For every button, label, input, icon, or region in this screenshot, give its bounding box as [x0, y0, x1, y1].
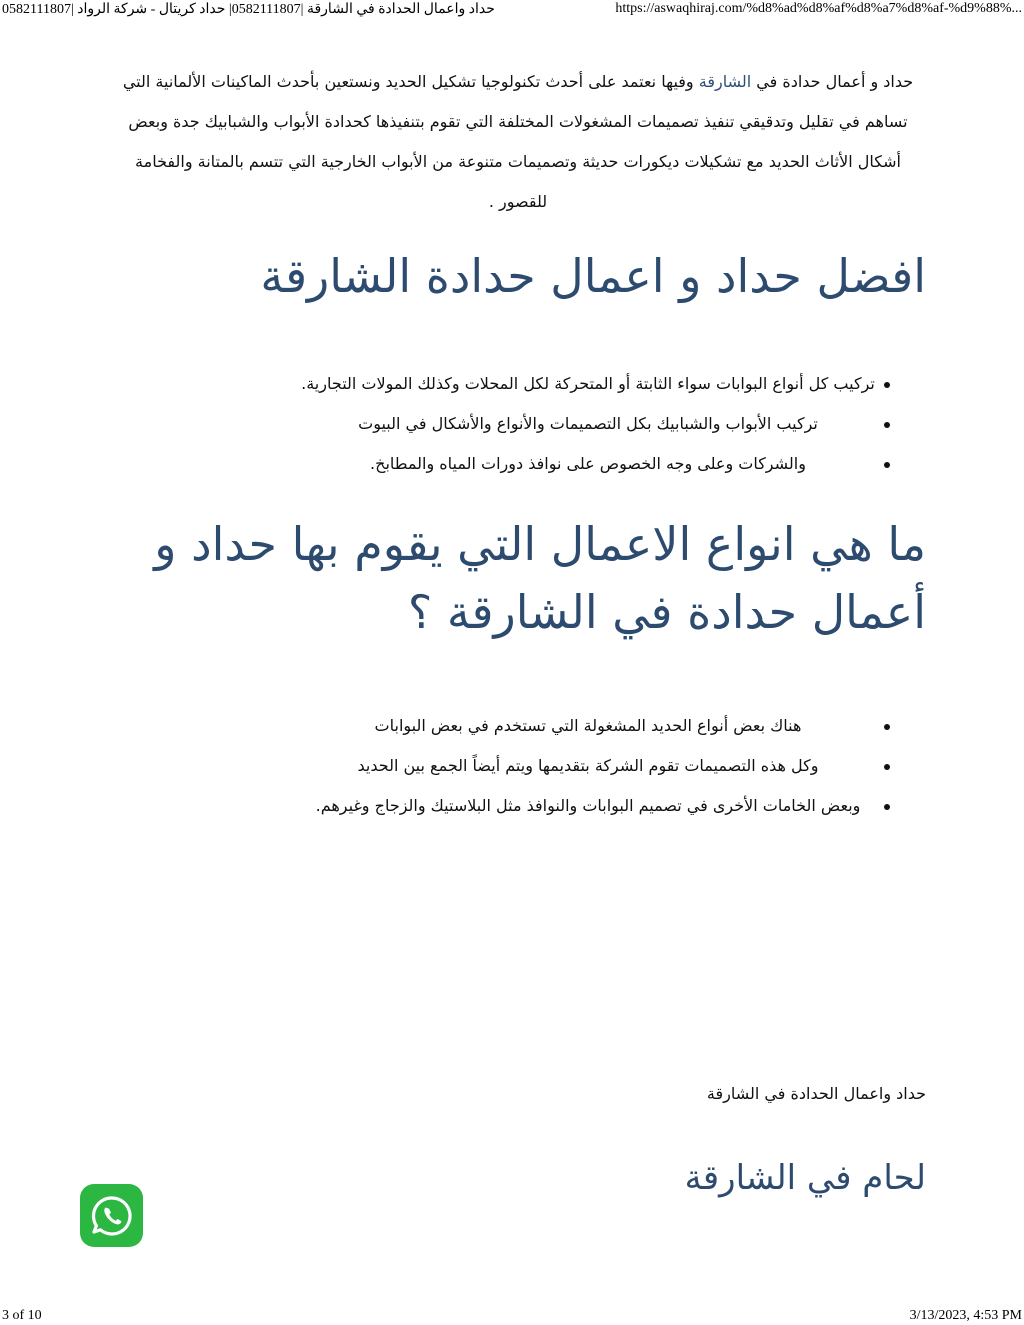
print-footer [0, 1306, 1024, 1325]
intro-text-start: حداد و أعمال حدادة في [751, 72, 914, 91]
list-item [100, 746, 926, 786]
list-item [100, 786, 926, 826]
print-header [0, 0, 1024, 22]
work-types-list [100, 706, 926, 826]
best-services-list [100, 364, 926, 484]
bullet-icon [884, 764, 890, 770]
bullet-icon [884, 804, 890, 810]
print-header-url: https://aswaqhiraj.com/%d8%ad%d8%af%d8%a7%d8%af-%d9%88%... [615, 1, 1022, 16]
intro-paragraph [100, 62, 926, 222]
intro-text-end: وفيها نعتمد على أحدث تكنولوجيا تشكيل الحديد ونستعين بأحدث الماكينات الألمانية التي تساهم في تقليل وتدقيقي تنفيذ تصميمات المشغولات المختلفة التي تقوم بتنفيذها كحدادة الأبواب والشبابيك جدة وبعض أشكال الأثاث الحديد مع تشكيلات ديكورات حديثة وتصميمات متنوعة من الأبواب الخارجية التي تتسم بالمتانة والفخامة للقصور . [122, 72, 908, 211]
list-item-text: تركيب الأبواب والشبابيك بكل التصميمات والأنواع والأشكال في البيوت [358, 414, 818, 433]
list-item-text: وكل هذه التصميمات تقوم الشركة بتقديمها ويتم أيضاً الجمع بين الحديد [357, 756, 819, 775]
bullet-icon [884, 382, 890, 388]
heading-best-blacksmith: افضل حداد و اعمال حدادة الشارقة [260, 249, 926, 303]
page-counter: 3 of 10 [2, 1308, 42, 1323]
print-datetime: 3/13/2023, 4:53 PM [909, 1308, 1022, 1323]
heading-welding-sharjah: لحام في الشارقة [684, 1158, 926, 1198]
related-link-text[interactable]: حداد واعمال الحدادة في الشارقة [706, 1084, 926, 1103]
list-item-text: تركيب كل أنواع البوابات سواء الثابتة أو المتحركة لكل المحلات وكذلك المولات التجارية. [301, 374, 875, 393]
bullet-icon [884, 724, 890, 730]
heading-work-types: ما هي انواع الاعمال التي يقوم بها حداد و أعمال حدادة في الشارقة ؟ [154, 517, 926, 639]
bullet-icon [884, 422, 890, 428]
list-item [100, 364, 926, 404]
list-item-text: وبعض الخامات الأخرى في تصميم البوابات والنوافذ مثل البلاستيك والزجاج وغيرهم. [315, 796, 861, 815]
list-item [100, 444, 926, 484]
whatsapp-icon [90, 1194, 134, 1238]
list-item-text: والشركات وعلى وجه الخصوص على نوافذ دورات المياه والمطابخ. [370, 454, 806, 473]
bullet-icon [884, 462, 890, 468]
print-header-title: حداد واعمال الحدادة في الشارقة |0582111807| حداد كريتال - شركة الرواد |0582111807 [2, 2, 495, 17]
list-item-text: هناك بعض أنواع الحديد المشغولة التي تستخدم في بعض البوابات [374, 716, 802, 735]
list-item [100, 404, 926, 444]
whatsapp-button[interactable] [80, 1184, 143, 1247]
article-content [100, 62, 926, 826]
list-item [100, 706, 926, 746]
sharjah-link[interactable]: الشارقة [698, 72, 752, 91]
